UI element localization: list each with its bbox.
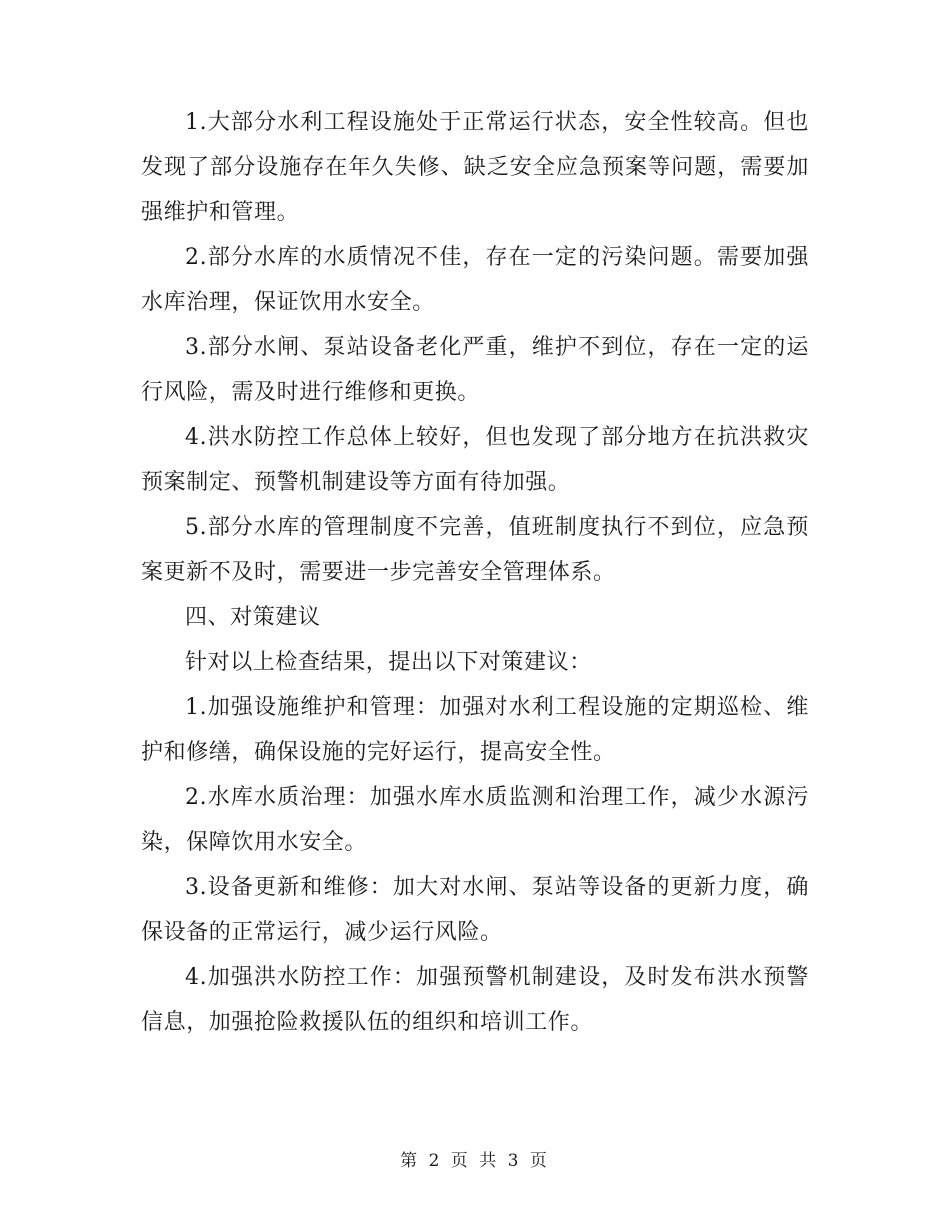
suggestion-1-paragraph: 1.加强设施维护和管理：加强对水利工程设施的定期巡检、维护和修缮，确保设施的完好运行，提高安全性。 (141, 695, 809, 765)
finding-3-paragraph: 3.部分水闸、泵站设备老化严重，维护不到位，存在一定的运行风险，需及时进行维修和更换。 (141, 335, 809, 405)
document-body (141, 100, 809, 1045)
section-intro-paragraph: 针对以上检查结果，提出以下对策建议： (185, 650, 592, 675)
section-heading: 四、对策建议 (185, 605, 321, 630)
suggestion-4-paragraph: 4.加强洪水防控工作：加强预警机制建设，及时发布洪水预警信息，加强抢险救援队伍的组织和培训工作。 (141, 965, 809, 1035)
finding-1-paragraph: 1.大部分水利工程设施处于正常运行状态，安全性较高。但也发现了部分设施存在年久失修、缺乏安全应急预案等问题，需要加强维护和管理。 (141, 110, 809, 225)
finding-2-paragraph: 2.部分水库的水质情况不佳，存在一定的污染问题。需要加强水库治理，保证饮用水安全。 (141, 245, 809, 315)
suggestion-3-paragraph: 3.设备更新和维修：加大对水闸、泵站等设备的更新力度，确保设备的正常运行，减少运行风险。 (141, 875, 809, 945)
page-footer: 第 2 页 共 3 页 (400, 1151, 550, 1171)
finding-5-paragraph: 5.部分水库的管理制度不完善，值班制度执行不到位，应急预案更新不及时，需要进一步完善安全管理体系。 (141, 515, 809, 585)
suggestion-2-paragraph: 2.水库水质治理：加强水库水质监测和治理工作，减少水源污染，保障饮用水安全。 (141, 785, 809, 855)
finding-4-paragraph: 4.洪水防控工作总体上较好，但也发现了部分地方在抗洪救灾预案制定、预警机制建设等方面有待加强。 (141, 425, 809, 495)
